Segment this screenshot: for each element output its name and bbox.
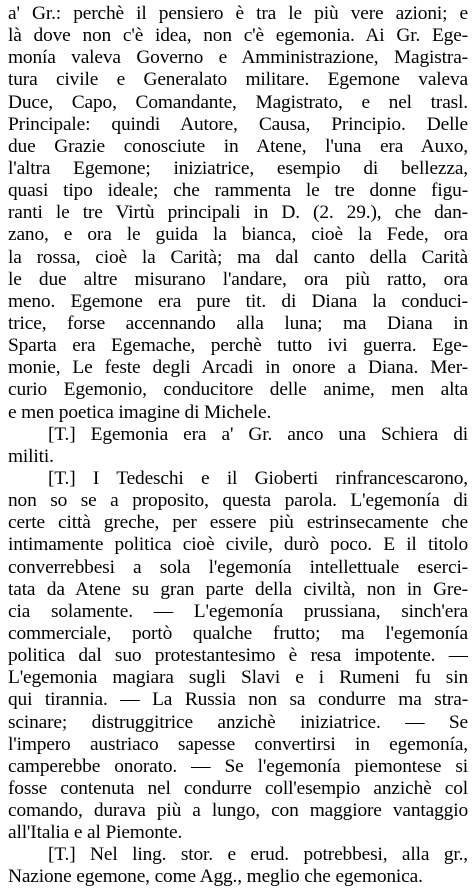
text-line: tura civile e Generalato militare. Egemone valeva — [8, 69, 468, 91]
text-line: là dove non c'è idea, non c'è egemonia. Ai Gr. Ege- — [8, 25, 468, 47]
text-line: cia solamente. — L'egemonía prussiana, sinch'era — [8, 600, 468, 622]
text-line: quasi tipo ideale; che rammenta le tre donne figu- — [8, 180, 468, 202]
text-line: fosse contenuta nel condurre coll'esempio anzichè col — [8, 777, 468, 799]
text-line: intimamente politica cioè civile, durò poco. E il titolo — [8, 534, 468, 556]
text-line: politica dal suo protestantesimo è resa impotente. — — [8, 645, 468, 667]
text-line: L'egemonia magiara sugli Slavi e i Rumeni fu sin — [8, 667, 468, 689]
text-line: trice, forse accennando alla luna; ma Diana in — [8, 312, 468, 334]
text-line: Principale: quindi Autore, Causa, Principio. Delle — [8, 113, 468, 135]
text-line: non so se a proposito, questa parola. L'egemonía di — [8, 490, 468, 512]
text-line: meno. Egemone era pure tit. di Diana la conduci- — [8, 290, 468, 312]
text-line: la rossa, cioè la Carità; ma dal canto della Carità — [8, 246, 468, 268]
text-line: Nazione egemone, come Agg., meglio che egemonica. — [8, 866, 423, 888]
text-line: militi. — [8, 445, 54, 467]
text-line: converrebbesi a sola l'egemonía intellettuale eserci- — [8, 556, 468, 578]
text-line: Sparta era Egemache, perchè tutto ivi guerra. Ege- — [8, 335, 468, 357]
text-line: [T.] Nel ling. stor. e erud. potrebbesi, alla gr., — [48, 844, 468, 866]
text-line: monía valeva Governo e Amministrazione, Magistra- — [8, 47, 468, 69]
entry-text-block — [8, 3, 468, 889]
text-line: l'impero austriaco sapesse convertirsi in egemonía, — [8, 733, 468, 755]
text-line: comando, durava più a lungo, con maggiore vantaggio — [8, 800, 468, 822]
text-line: monie, Le feste degli Arcadi in onore a Diana. Mer- — [8, 357, 468, 379]
text-line: qui tirannia. — La Russia non sa condurre ma stra- — [8, 689, 468, 711]
text-line: tata da Atene su gran parte della civiltà, non in Gre- — [8, 578, 468, 600]
text-line: le due altre misurano l'andare, ora più ratto, ora — [8, 268, 468, 290]
text-line: Duce, Capo, Comandante, Magistrato, e nel trasl. — [8, 91, 468, 113]
text-line: scinare; distruggitrice anzichè iniziatrice. — Se — [8, 711, 468, 733]
text-line: [T.] I Tedeschi e il Gioberti rinfrancescarono, — [48, 467, 468, 489]
text-line: a' Gr.: perchè il pensiero è tra le più vere azioni; e — [8, 3, 468, 24]
text-line: curio Egemonio, conducitore delle anime, men alta — [8, 379, 468, 401]
text-line: e men poetica imagine di Michele. — [8, 401, 272, 423]
text-line: l'altra Egemone; iniziatrice, esempio di bellezza, — [8, 157, 468, 179]
text-line: [T.] Egemonia era a' Gr. anco una Schiera di — [48, 423, 468, 445]
text-line: commerciale, portò qualche frutto; ma l'egemonía — [8, 622, 468, 644]
text-line: zano, e ora le guida la bianca, cioè la Fede, ora — [8, 224, 468, 246]
text-line: all'Italia e al Piemonte. — [8, 822, 183, 844]
text-line: certe città greche, per essere più estrinsecamente che — [8, 512, 468, 534]
text-line: camperebbe onorato. — Se l'egemonía piemontese si — [8, 755, 468, 777]
text-line: due Grazie conosciute in Atene, l'una era Auxo, — [8, 135, 468, 157]
text-line: ranti le tre Virtù principali in D. (2. 29.), che dan- — [8, 202, 468, 224]
